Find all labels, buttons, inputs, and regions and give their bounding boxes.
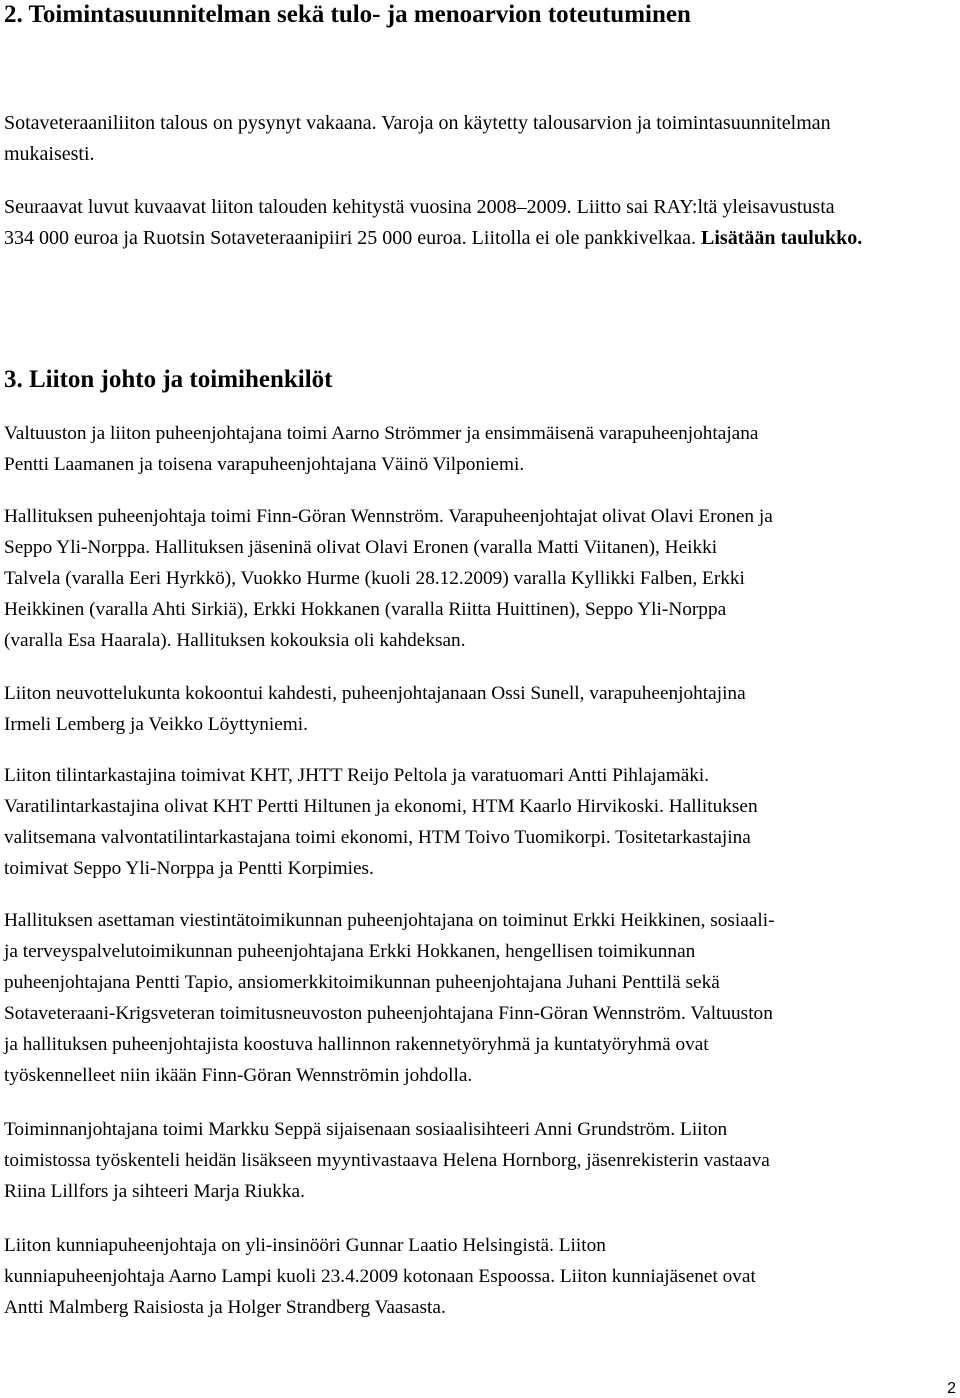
paragraph-line: ja hallituksen puheenjohtajista koostuva hallinnon rakennetyöryhmä ja kuntatyöryhmä ovat xyxy=(4,1034,709,1055)
executive-director-paragraph xyxy=(4,1114,960,1207)
finance-table-note: Lisätään taulukko. xyxy=(701,227,863,249)
paragraph-line: toimivat Seppo Yli-Norppa ja Pentti Korpimies. xyxy=(4,858,374,879)
paragraph-line: ja terveyspalvelutoimikunnan puheenjohtajana Erkki Hokkanen, hengellisen toimikunnan xyxy=(4,941,696,962)
economy-intro-paragraph: Sotaveteraaniliiton talous on pysynyt vakaana. Varoja on käytetty talousarvion ja toimintasuunnitelman mukaisesti. xyxy=(4,112,831,165)
advisory-board-paragraph xyxy=(4,678,960,740)
paragraph-line: Hallituksen asettaman viestintätoimikunnan puheenjohtajana on toiminut Erkki Heikkinen, sosiaali- xyxy=(4,910,775,931)
section-3-heading: 3. Liiton johto ja toimihenkilöt xyxy=(4,366,333,393)
finance-text: Seuraavat luvut kuvaavat liiton talouden kehitystä vuosina 2008–2009. Liitto sai RAY:ltä yleisavustusta 334 000 euroa ja Ruotsin Sotaveteraanipiiri 25 000 euroa. Liitolla ei ole pankkivelkaa. xyxy=(4,196,835,249)
auditors-paragraph xyxy=(4,760,960,884)
council-paragraph xyxy=(4,418,960,480)
honorary-members-paragraph xyxy=(4,1230,960,1323)
paragraph-line: Sotaveteraani-Krigsveteran toimitusneuvoston puheenjohtajana Finn-Göran Wennström. Valtuuston xyxy=(4,1003,773,1024)
paragraph-line: Seppo Yli-Norppa. Hallituksen jäseninä olivat Olavi Eronen (varalla Matti Viitanen), Heikki xyxy=(4,537,718,558)
committees-paragraph xyxy=(4,905,960,1091)
finance-paragraph xyxy=(4,192,864,254)
paragraph-line: Liiton neuvottelukunta kokoontui kahdesti, puheenjohtajanaan Ossi Sunell, varapuheenjohtajina xyxy=(4,683,746,704)
board-paragraph xyxy=(4,501,960,656)
paragraph-line: Valtuuston ja liiton puheenjohtajana toimi Aarno Strömmer ja ensimmäisenä varapuheenjohtajana xyxy=(4,423,759,444)
paragraph-line: valitsemana valvontatilintarkastajana toimi ekonomi, HTM Toivo Tuomikorpi. Tositetarkastajina xyxy=(4,827,751,848)
paragraph-line: (varalla Esa Haarala). Hallituksen kokouksia oli kahdeksan. xyxy=(4,630,466,651)
paragraph-line: Varatilintarkastajina olivat KHT Pertti Hiltunen ja ekonomi, HTM Kaarlo Hirvikoski. Hallituksen xyxy=(4,796,758,817)
paragraph-line: Riina Lillfors ja sihteeri Marja Riukka. xyxy=(4,1181,305,1202)
paragraph-line: kunniapuheenjohtaja Aarno Lampi kuoli 23.4.2009 kotonaan Espoossa. Liiton kunniajäsenet ovat xyxy=(4,1266,756,1287)
paragraph-line: puheenjohtajana Pentti Tapio, ansiomerkkitoimikunnan puheenjohtajana Juhani Penttilä sekä xyxy=(4,972,720,993)
paragraph-line: toimistossa työskenteli heidän lisäkseen myyntivastaava Helena Hornborg, jäsenrekisterin vastaava xyxy=(4,1150,770,1171)
paragraph-line: Heikkinen (varalla Ahti Sirkiä), Erkki Hokkanen (varalla Riitta Huittinen), Seppo Yli-Norppa xyxy=(4,599,727,620)
paragraph-line: Antti Malmberg Raisiosta ja Holger Strandberg Vaasasta. xyxy=(4,1297,446,1318)
paragraph-line: Irmeli Lemberg ja Veikko Löyttyniemi. xyxy=(4,714,308,735)
paragraph-line: työskennelleet niin ikään Finn-Göran Wennströmin johdolla. xyxy=(4,1065,473,1086)
paragraph-line: Liiton kunniapuheenjohtaja on yli-insinööri Gunnar Laatio Helsingistä. Liiton xyxy=(4,1235,606,1256)
paragraph-line: Toiminnanjohtajana toimi Markku Seppä sijaisenaan sosiaalisihteeri Anni Grundström. Liiton xyxy=(4,1119,728,1140)
page-number: 2 xyxy=(947,1380,956,1397)
paragraph-line: Hallituksen puheenjohtaja toimi Finn-Göran Wennström. Varapuheenjohtajat olivat Olavi Eronen ja xyxy=(4,506,773,527)
section-2-heading: 2. Toimintasuunnitelman sekä tulo- ja menoarvion toteutuminen xyxy=(4,1,691,28)
paragraph-line: Pentti Laamanen ja toisena varapuheenjohtajana Väinö Vilponiemi. xyxy=(4,454,525,475)
paragraph-line: Talvela (varalla Eeri Hyrkkö), Vuokko Hurme (kuoli 28.12.2009) varalla Kyllikki Falben, Erkki xyxy=(4,568,745,589)
paragraph-line: Liiton tilintarkastajina toimivat KHT, JHTT Reijo Peltola ja varatuomari Antti Pihlajamäki. xyxy=(4,765,710,786)
